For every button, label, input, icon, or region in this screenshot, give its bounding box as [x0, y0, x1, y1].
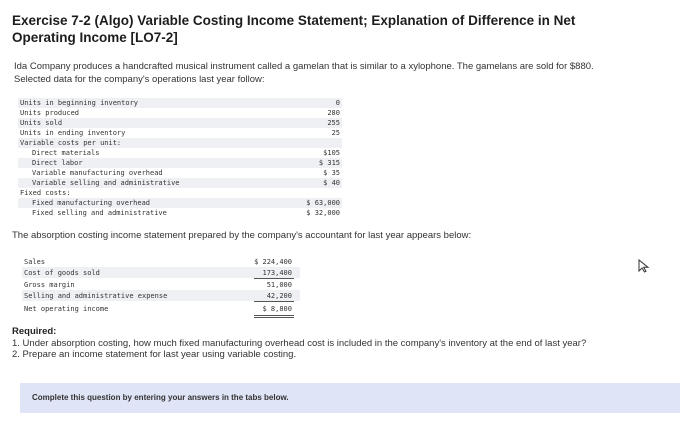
row-value: $ 224,400 [254, 258, 292, 266]
row-label: Direct materials [32, 149, 100, 157]
row-label: Selling and administrative expense [24, 292, 168, 300]
row-label: Variable costs per unit: [20, 139, 122, 147]
row-label: Sales [24, 258, 46, 266]
table-row [18, 108, 342, 118]
table-row [22, 290, 300, 301]
row-label: Direct labor [32, 159, 83, 167]
row-label: Units sold [20, 119, 63, 127]
table-row [18, 158, 342, 168]
total-double-line [254, 317, 294, 318]
table-row [18, 98, 342, 108]
required-section [12, 326, 612, 361]
row-label: Cost of goods sold [24, 269, 100, 277]
row-value: $ 315 [318, 159, 340, 167]
row-value: 255 [327, 119, 340, 127]
row-label: Units produced [20, 109, 80, 117]
table-row [18, 128, 342, 138]
table-row [18, 178, 342, 188]
instruction-banner [20, 383, 680, 413]
table-row [22, 279, 300, 290]
required-item-1: 1. Under absorption costing, how much fixed manufacturing overhead cost is included in the company's inventory at the end of last year? [12, 337, 587, 349]
table-row [18, 208, 342, 218]
row-label: Net operating income [24, 305, 109, 313]
statement-intro: The absorption costing income statement prepared by the company's accountant for last year appears below: [12, 230, 472, 241]
table-row [18, 138, 342, 148]
row-label: Units in beginning inventory [20, 99, 139, 107]
required-item-2: 2. Prepare an income statement for last year using variable costing. [12, 349, 297, 360]
row-label: Variable manufacturing overhead [32, 169, 163, 177]
row-label: Units in ending inventory [20, 129, 126, 137]
table-row [18, 168, 342, 178]
row-value: $ 63,000 [306, 199, 340, 207]
table-row [18, 198, 342, 208]
row-label: Fixed manufacturing overhead [32, 199, 151, 207]
mouse-pointer-icon [638, 259, 650, 273]
problem-intro: Ida Company produces a handcrafted musical instrument called a gamelan that is similar to a xylophone. The gamelans are sold for $880. Selected data for the company's operations last year follow: [14, 61, 594, 85]
row-value: 42,200 [266, 292, 292, 300]
table-row [22, 303, 300, 314]
row-value: $ 32,000 [306, 209, 340, 217]
table-row [22, 267, 300, 278]
table-row [22, 256, 300, 267]
row-value: 173,400 [262, 269, 292, 277]
row-value: $105 [323, 149, 340, 157]
required-heading: Required: [12, 326, 57, 337]
page-title: Exercise 7-2 (Algo) Variable Costing Income Statement; Explanation of Difference in Net Operating Income [LO7-2] [12, 13, 576, 45]
row-label: Gross margin [24, 281, 75, 289]
row-value: $ 8,800 [262, 305, 292, 313]
table-row [18, 118, 342, 128]
table-row [18, 148, 342, 158]
row-label: Variable selling and administrative [32, 179, 180, 187]
row-label: Fixed selling and administrative [32, 209, 167, 217]
row-value: 0 [335, 99, 340, 107]
banner-text: Complete this question by entering your answers in the tabs below. [32, 393, 289, 402]
total-double-line [254, 315, 294, 316]
row-value: 25 [331, 129, 340, 137]
table-row [18, 188, 342, 198]
row-value: $ 35 [323, 169, 340, 177]
row-label: Fixed costs: [20, 189, 71, 197]
subtotal-line [254, 301, 294, 302]
row-value: 51,000 [266, 281, 292, 289]
row-value: 280 [327, 109, 340, 117]
row-value: $ 40 [323, 179, 340, 187]
